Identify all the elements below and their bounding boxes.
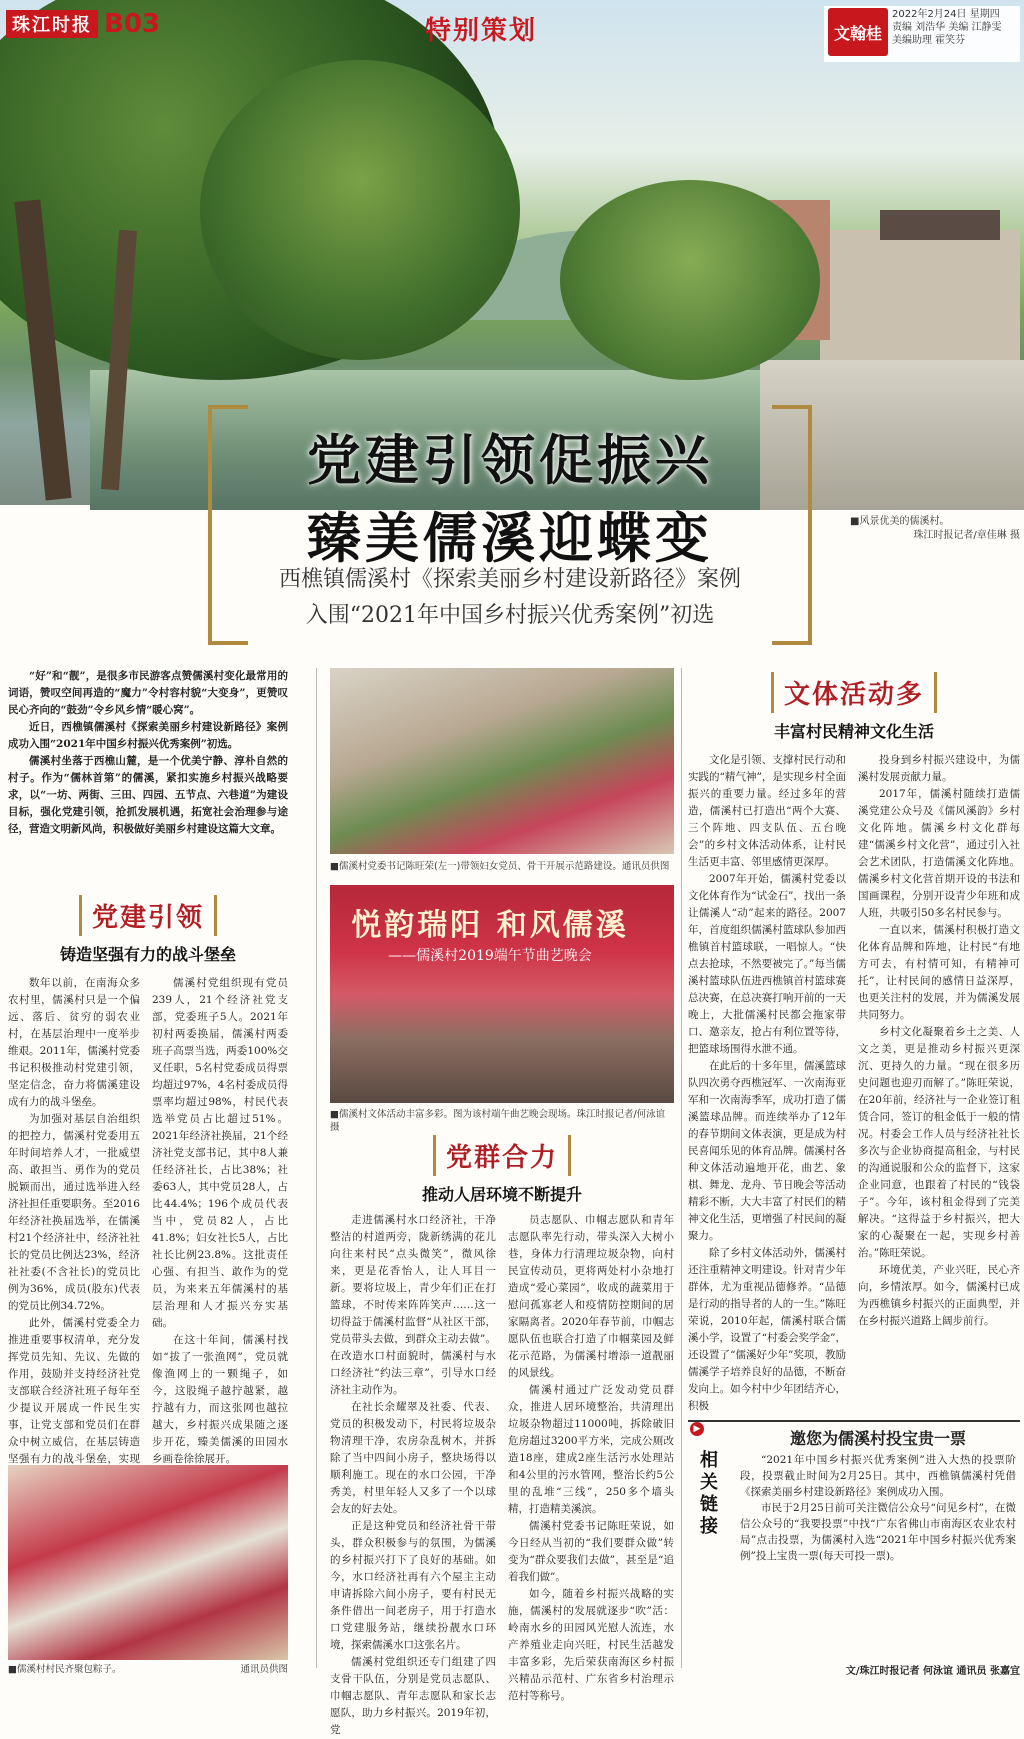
- body-paragraph: 在这十年间，儒溪村找如“拔了一张渔网”，党员就像渔网上的一颗绳子，如今，这股绳子越拧越紧，越拧越有力，而这张网也越拉越大，乡村振兴成果随之逐步开花，臻美儒溪的田园水乡画卷徐徐展开。: [152, 1334, 288, 1465]
- column-divider: [316, 668, 317, 1668]
- body-paragraph: 为加强对基层自治组织的把控力，儒溪村党委用五年时间培养人才，一批威望高、敢担当、勇作为的党员脱颖而出，通过选举进入经济社担任重要职务。至2016年经济社换届选举，在儒溪村21个经济社中，经济社社长的党员比例达23%，经济社社委(不含社长)的党员比例为36%，成员(股东)代表的党员比例34.72%。: [8, 1113, 140, 1312]
- related-link-title: 邀您为儒溪村投宝贵一票: [789, 1429, 966, 1448]
- body-paragraph: 儒溪村通过广泛发动党员群众，推进人居环境整治，共清理出垃圾杂物超过11000吨，拆除破旧危房超过3200平方米，完成公厕改造18座，建成2座生活污水处理站和4公里的污水管网，整治长约5公里的乱堆“三线”，250多个墙头精，打造精美溪滨。: [508, 1384, 674, 1515]
- issue-date: 2022年2月24日 星期四: [892, 9, 1000, 20]
- hero-caption-credit: 珠江时报记者/章佳琳 摄: [913, 530, 1020, 541]
- stage-banner: 悦韵瑞阳 和风儒溪: [351, 908, 629, 943]
- column-logo: 文翰桂: [828, 8, 888, 56]
- headline-line-2: 臻美儒溪迎蝶变: [307, 506, 713, 570]
- section1-subtitle: 铸造坚强有力的战斗堡垒: [59, 945, 236, 964]
- section1-header: [8, 895, 288, 965]
- section2-column-b: [508, 1212, 674, 1702]
- body-paragraph: 2007年开始，儒溪村党委以文化体育作为“试金石”，找出一条让儒溪人“动”起来的路径。2007年，首度组织儒溪村篮球队参加西樵镇首村篮球联，一唱惊人。“快点去抢球，不然要被完了。”每当儒溪村篮球队伍进西樵镇首村篮球赛总决赛，在总决赛打响开前的一天晚上，大批儒溪村民都会拖家带口、邀亲友，抢占有利位置等待，把篮球场围得水泄不通。: [688, 873, 846, 1055]
- related-paragraph: 市民于2月25日前可关注微信公众号“问见乡村”，在微信公众号的“我要投票”中找“广东省佛山市南海区农业农村局”点击投票，为儒溪村入选“2021年中国乡村振兴优秀案例”投上宝贵一票(每天可投一票)。: [740, 1502, 1016, 1562]
- caption-text: ■儒溪村村民齐聚包粽子。: [8, 1664, 122, 1675]
- section1-column-b: [152, 975, 288, 1465]
- title-frame-corner: [208, 641, 248, 645]
- body-paragraph: 员志愿队、巾帼志愿队和青年志愿队率先行动，带头深入大树小巷，身体力行清理垃圾杂物，向村民宣传动员，更将两处村小杂地打造成“爱心菜园”，收成的蔬菜用于慰问孤寡老人和疫情防控期间的居家隔离者。2020年春节前，巾帼志愿队伍也联合打造了巾帼菜园及鲜花示范路，为儒溪村增添一道靓丽的风景线。: [508, 1214, 674, 1379]
- related-paragraph: “2021年中国乡村振兴优秀案例”进入大热的投票阶段，投票截止时间为2月25日。其中，西樵镇儒溪村凭借《探索美丽乡村建设新路径》案例成功入围。: [740, 1454, 1016, 1498]
- body-paragraph: 走进儒溪村水口经济社，干净整洁的村道两旁，陇新绣满的花儿向往来村民“点头微笑”，微风徐来，更是花香怡人，让人耳目一新。要将垃圾上，青少年们正在打篮球，不时传来阵阵笑声……这一切得益于儒溪村监督“从社区干部，党员带头去做，到群众主动去做”。在改造水口村面貌时，儒溪村与水口经济社“约法三章”，引导水口经济社主动作为。: [330, 1214, 496, 1396]
- hero-caption-text: ■风景优美的儒溪村。: [850, 516, 950, 527]
- subheadline-line-1: 西樵镇儒溪村《探索美丽乡村建设新路径》案例: [278, 567, 741, 592]
- body-paragraph: 在此后的十多年里，儒溪篮球队四次勇夺西樵冠军、一次南海亚军和一次南海季军，成功打造了儒溪篮球品牌。而连续举办了12年的春节期间文体表演，更是成为村民喜闻乐见的体育品牌。儒溪村各种文体活动遍地开花，曲艺、象棋、舞龙、龙舟、节日晚会等活动精彩不断，大大丰富了村民们的精神文化生活，更增强了村民间的凝聚力。: [688, 1060, 846, 1242]
- photo-party-leader: [330, 668, 674, 854]
- intro-paragraph: “好”和“靓”，是很多市民游客点赞儒溪村变化最常用的词语，赞叹空间再造的“魔力”令村容村貌“大变身”，更赞叹民心齐向的“鼓劲”令乡风乡情“暖心窝”。: [8, 670, 288, 716]
- masthead-logo: [6, 10, 160, 38]
- section1-tag: 党建引领: [79, 895, 217, 936]
- body-paragraph: 此外，儒溪村党委全力推进重要事权清单，充分发挥党员先知、先议、先做的作用，鼓励并支持经济社党支部联合经济社班子每年至少提议开展成一件民生实事，让党支部和党员们在群众中树立威信，在基层铸造坚强有力的战斗堡垒，实现: [8, 1317, 140, 1465]
- title-frame-corner: [208, 405, 248, 409]
- section3-header: [688, 672, 1020, 742]
- tree-shape: [200, 60, 520, 360]
- photo-dumplings-caption: [8, 1663, 288, 1676]
- body-paragraph: 投身到乡村振兴建设中，为儒溪村发展贡献力量。: [858, 754, 1020, 783]
- intro-paragraph: 近日，西樵镇儒溪村《探索美丽乡村建设新路径》案例成功入围“2021年中国乡村振兴优秀案例”初选。: [8, 721, 288, 750]
- photo-opera-evening: [330, 885, 674, 1103]
- page-number: B03: [104, 9, 160, 39]
- section2-header: [330, 1135, 674, 1205]
- section2-subtitle: 推动人居环境不断提升: [421, 1185, 582, 1204]
- photo-party-leader-caption: ■儒溪村党委书记陈旺荣(左一)带领妇女党员、骨干开展示范路建设。通讯员供图: [330, 861, 670, 872]
- intro-block: [8, 668, 288, 838]
- body-paragraph: 环境优美，产业兴旺，民心齐向，乡情浓厚。如今，儒溪村已成为西樵镇乡村振兴的正面典型，并在乡村振兴道路上阔步前行。: [858, 1264, 1020, 1327]
- body-paragraph: 一直以来，儒溪村积极打造文化体育品牌和阵地，让村民“有地方可去，有村情可知，有精神可托”，让村民间的感情日益深厚，也更关注村的发展，并为儒溪发展共同努力。: [858, 924, 1020, 1021]
- photo-dumplings: [8, 1465, 288, 1660]
- title-frame-left: [208, 405, 218, 645]
- section3-subtitle: 丰富村民精神文化生活: [773, 722, 934, 741]
- title-frame-right: [802, 405, 812, 645]
- section3-column-b: [858, 752, 1020, 1412]
- subheadline-line-2: 入围“2021年中国乡村振兴优秀案例”初选: [305, 603, 715, 628]
- body-paragraph: 2017年，儒溪村随续打造儒溪党建公众号及《儒风溪韵》乡村文化阵地。儒溪乡村文化群每建“儒溪乡村文化营”，通过引入社会艺术团队，打造儒溪文化阵地。儒溪乡村文化营首期开设的书法和国画课程，分别开设青少年班和成人班，共吸引50多名村民参与。: [858, 788, 1020, 919]
- byline: 文/珠江时报记者 何泳谊 通讯员 张嘉宜: [845, 1666, 1020, 1677]
- body-paragraph: 如今，随着乡村振兴战略的实施，儒溪村的发展就逐步“吹”活：岭南水乡的田园风光慰人流连，水产养殖业走向兴旺，村民生活越发丰富多彩，先后荣获南海区乡村振兴精品示范村、广东省乡村治理示范村等称号。: [508, 1588, 674, 1702]
- headline-line-1: 党建引领促振兴: [307, 428, 713, 492]
- assistant-line: 美编助理 霍笑芬: [892, 35, 966, 46]
- section1-column-a: [8, 975, 140, 1465]
- section-label: 特别策划: [425, 16, 538, 46]
- photo-opera-evening-caption: ■儒溪村文体活动丰富多彩。图为该村端午曲艺晚会现场。珠江时报记者/何泳谊 摄: [330, 1109, 666, 1133]
- building-roof-shape: [880, 210, 1000, 240]
- hero-caption: [850, 515, 1020, 543]
- body-paragraph: 乡村文化凝聚着乡土之美、人文之美，更是推动乡村振兴更深沉、更持久的力量。“现在很多历史问题也迎刃而解了。”陈旺荣说，在20年前，经济社与一企业签订租赁合同，签订的租金低于一般的情况。村委会工作人员与经济社社长多次与企业协商提高租金，与村民的沟通说服和公众的监督下，这家企业同意，也跟着了村民的“钱袋子”。今年，该村租金得到了完美解决。“这得益于乡村振兴，把大家的心凝聚在一起，实现乡村善治。”陈旺荣说。: [858, 1026, 1020, 1259]
- body-paragraph: 在社长余耀翠及社委、代表、党员的积极发动下，村民将垃圾杂物清理干净，农房杂乱树木，并拆除了当中四间小房子，整块场得以顺利施工。现在的水口公园，干净秀美，村里年轻人又多了一个以球会友的好去处。: [330, 1401, 496, 1515]
- body-paragraph: 正是这种党员和经济社骨干带头，群众积极参与的氛围，为儒溪的乡村振兴打下了良好的基础。如今，水口经济社再有六个屋主主动申请拆除六间小房子，要有村民无条件借出一间老房子，用于打造水口党建服务站，继续扮靓水口环境，探索儒溪水口这张名片。: [330, 1520, 496, 1651]
- stage-banner-sub: ——儒溪村2019端午节曲艺晚会: [388, 948, 592, 964]
- title-frame-corner: [772, 641, 812, 645]
- page-meta: [892, 8, 1002, 60]
- editor-line: 责编 刘浩华 美编 江静雯: [892, 22, 1002, 33]
- body-paragraph: 数年以前，在南海众多农村里，儒溪村只是一个偏远、落后、贫穷的弱农业村，在基层治理中一度举步维艰。2011年，儒溪村党委书记积极推动村党建引领，坚定信念，奋力将儒溪建设成有力的战斗堡垒。: [8, 977, 140, 1108]
- caption-credit: 通讯员供图: [240, 1664, 288, 1675]
- section2-column-a: [330, 1212, 496, 1736]
- body-paragraph: 儒溪村党组织现有党员239人，21个经济社党支部，党委班子5人。2021年初村两委换届，儒溪村两委班子高票当选，两委100%交叉任职，5名村党委成员得票均超过97%，4名村委成员得票率均超过98%，村民代表选举党员占比超过51%。2021年经济社换届，21个经济社党支部书记，其中8人兼任经济社长，占比38%；社委63人，其中党员28人，占比44.4%；196个成员代表当中，党员82人，占比41.8%；妇女社长5人，占比社长比例23.8%。这批责任心强、有担当、敢作为的党员，为来来五年儒溪村的基层治理和人才振兴夯实基础。: [152, 977, 288, 1329]
- section3-tag: 文体活动多: [771, 672, 937, 713]
- play-icon: ▶: [690, 1422, 704, 1436]
- paper-name: 珠江时报: [6, 10, 98, 38]
- section2-tag: 党群合力: [433, 1135, 571, 1176]
- tree-shape: [560, 180, 820, 380]
- building-shape: [820, 230, 1020, 380]
- intro-paragraph: 儒溪村坐落于西樵山麓，是一个优美宁静、淳朴自然的村子。作为“儒林首第”的儒溪，紧扣实施乡村振兴战略要求，以“一坊、两街、三田、四园、五节点、六巷道”为建设目标，强化党建引领，抢抓发展机遇，拓宽社会治理参与途径，营造文明新风尚，积极做好美丽乡村建设这篇大文章。: [8, 755, 288, 835]
- related-link-label: 相关链接: [700, 1450, 718, 1537]
- title-frame-corner: [772, 405, 812, 409]
- body-paragraph: 文化是引领、支撑村民行动和实践的“精气神”，是实现乡村全面振兴的重要力量。经过多年的营造，儒溪村已打造出“两个大赛、三个阵地、四支队伍、五台晚会”的乡村文体活动体系，让村民生活更丰富、邻里感情更深厚。: [688, 754, 846, 868]
- related-link-body: [740, 1452, 1016, 1564]
- body-paragraph: 儒溪村党委书记陈旺荣说，如今日经从当初的“我们要群众做”转变为“群众要我们去做”，甚至是“追着我们做”。: [508, 1520, 674, 1583]
- body-paragraph: 除了乡村文体活动外，儒溪村还注重精神文明建设。针对青少年群体，尤为重视品德修养。“品德是行动的指导者的人的一生。”陈旺荣说，2010年起，儒溪村联合儒溪小学，设置了“村委会奖学金”，还设置了“儒溪好少年”奖项，教励儒溪学子培养良好的品德，不断奋发向上。如今村中少年团结齐心，积极: [688, 1247, 846, 1412]
- body-paragraph: 儒溪村党组织还专门组建了四支骨干队伍，分别是党员志愿队、巾帼志愿队、青年志愿队和家长志愿队，助力乡村振兴。2019年初，党: [330, 1656, 496, 1736]
- page-info-box: [824, 6, 1020, 62]
- section3-column-a: [688, 752, 846, 1412]
- column-divider: [681, 668, 682, 1668]
